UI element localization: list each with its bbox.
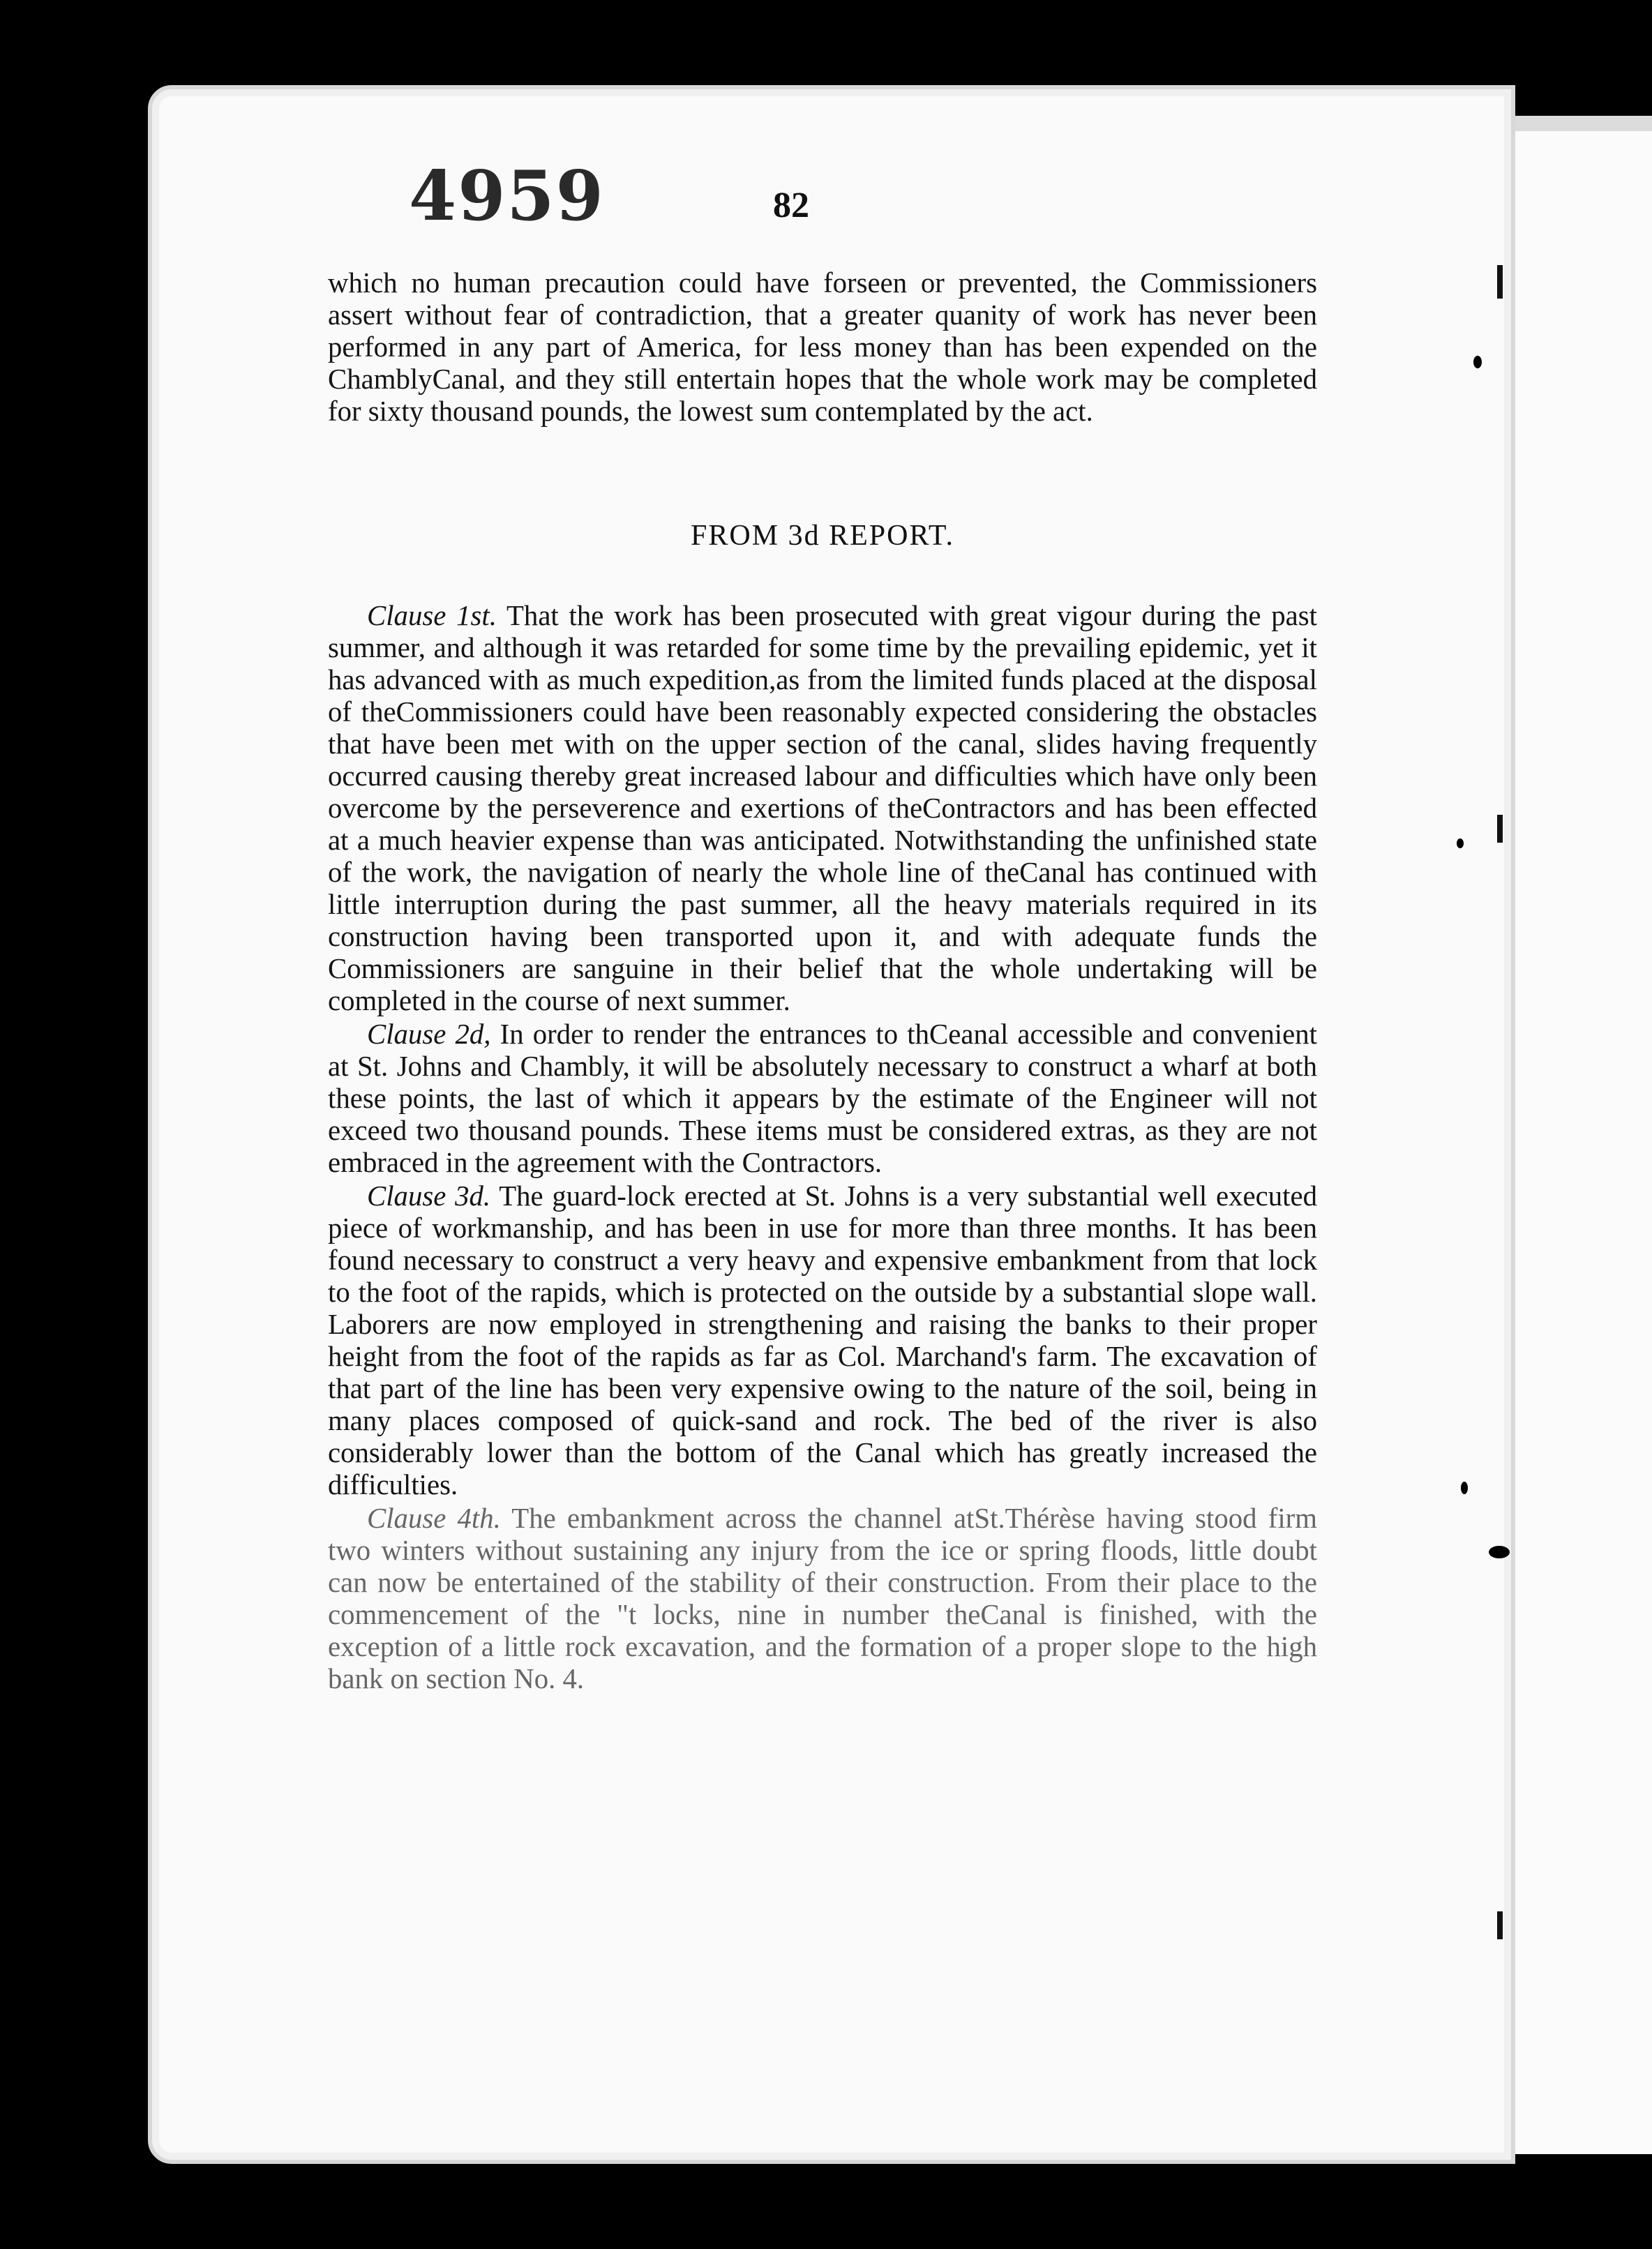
clause-text: That the work has been prosecuted with great vigour during the past summer, and although it was retarded for some time by the prevailing epidemic, yet it has advanced with as much expedition,as from the limited funds placed at the disposal of theCommissioners could have been reasonably expected considering the obstacles that have been met with on the upper section of the canal, slides having frequently occurred causing thereby great increased labour and difficulties which have only been overcome by the perseverence and exertions of theContractors and has been effected at a much heavier expense than was anticipated. Notwithstanding the unfinished state of the work, the navigation of nearly the whole line of theCanal has continued with little interruption during the past summer, all the heavy materials required in its construction having been transported upon it, and with adequate funds the Commissioners are sanguine in their belief that the whole undertaking will be completed in the course of next summer. [328,600,1317,1016]
clause-label: Clause 1st. [367,600,497,631]
archive-number: 4959 [409,156,605,236]
report-clauses [328,600,1317,1695]
clause-text: The embankment across the channel atSt.Thérèse having stood firm two winters without sustaining any injury from the ice or spring floods, little doubt can now be entertained of the stability of their construction. From their place to the commencement of the "t locks, nine in number theCanal is finished, with the exception of a little rock excavation, and the formation of a proper slope to the high bank on section No. 4. [328,1503,1317,1694]
scan-speck [1461,1482,1468,1494]
clause-text: The guard-lock erected at St. Johns is a very substantial well executed piece of workmanship, and has been in use for more than three months. It has been found necessary to construct a very heavy and expensive embankment from that lock to the foot of the rapids, which is protected on the outside by a substantial slope wall. Laborers are now employed in strengthening and raising the banks to their proper height from the foot of the rapids as far as Col. Marchand's farm. The excavation of that part of the line has been very expensive owing to the nature of the soil, being in many places composed of quick-sand and rock. The bed of the river is also considerably lower than the bottom of the Canal which has greatly increased the difficulties. [328,1180,1317,1500]
clause-3 [328,1180,1317,1501]
scan-speck [1473,356,1482,368]
margin-mark [1497,815,1503,843]
margin-mark [1497,265,1503,299]
clause-1 [328,600,1317,1017]
scan-speck [1489,1546,1510,1558]
section-heading: FROM 3d REPORT. [691,520,954,552]
margin-mark [1497,1911,1503,1939]
clause-text: In order to render the entrances to thCeanal accessible and convenient at St. Johns and Chambly, it will be absolutely necessary to construct a wharf at both these points, the last of which it appears by the estimate of the Engineer will not exceed two thousand pounds. These items must be considered extras, as they are not embraced in the agreement with the Contractors. [328,1018,1317,1178]
clause-label: Clause 4th. [367,1503,501,1534]
clause-label: Clause 3d. [367,1180,491,1212]
clause-2 [328,1018,1317,1179]
facing-page [1500,131,1652,2154]
opening-paragraph: which no human precaution could have forseen or prevented, the Commissioners assert without fear of contradiction, that a greater quanity of work has never been performed in any part of America, for less money than has been expended on the ChamblyCanal, and they still entertain hopes that the whole work may be completed for sixty thousand pounds, the lowest sum contemplated by the act. [328,267,1317,427]
clause-label: Clause 2d, [367,1018,491,1050]
page-number: 82 [773,186,809,225]
scan-speck [1457,838,1464,848]
clause-4 [328,1503,1317,1695]
